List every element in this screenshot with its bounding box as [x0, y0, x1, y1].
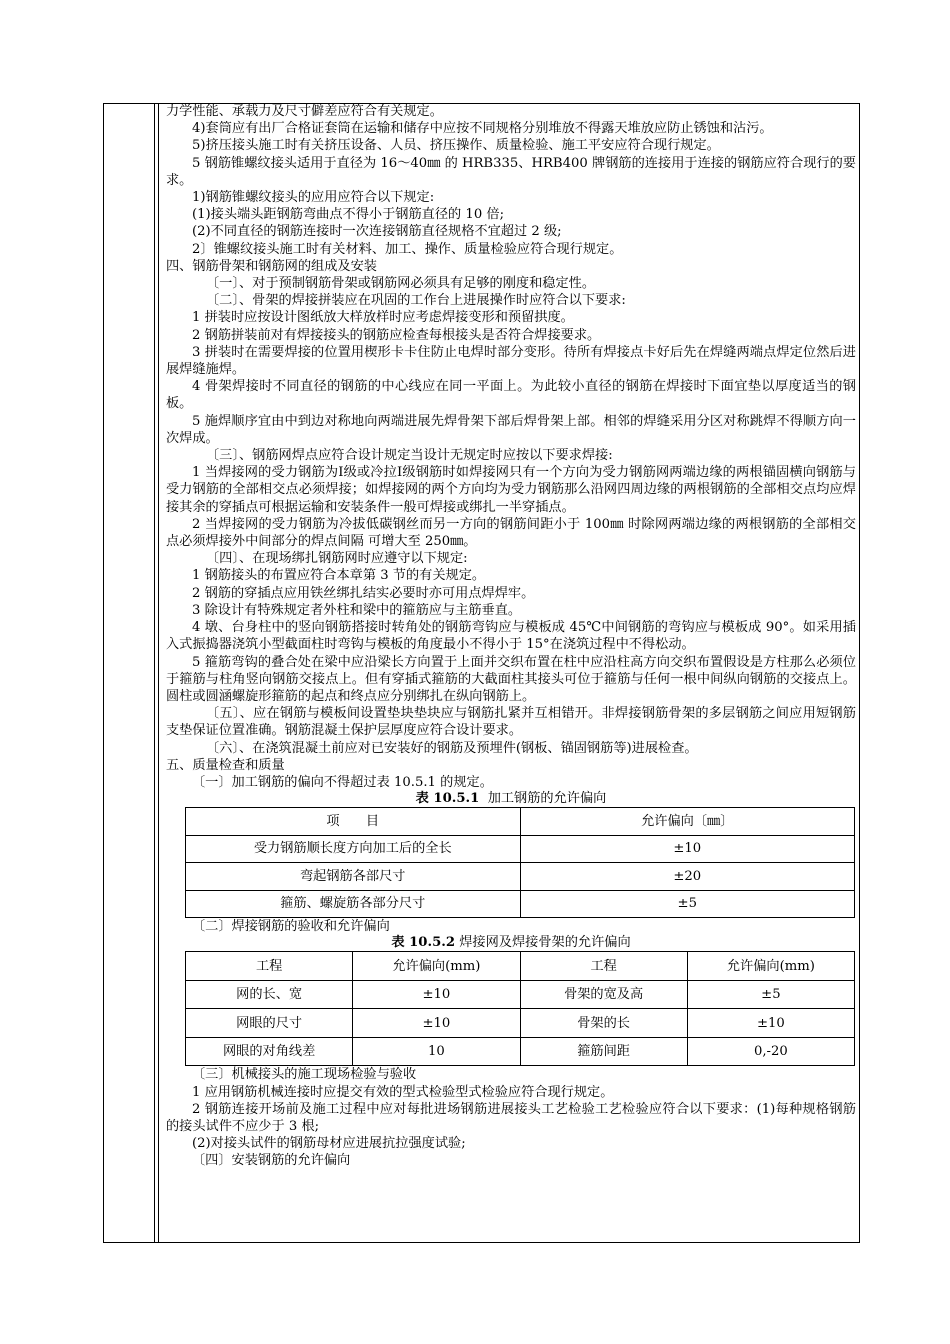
paragraph: 3 拼装时在需要焊接的位置用楔形卡卡住防止电焊时部分变形。待所有焊接点卡好后先在焊缝两端点焊定位然后进展焊缝施焊。 — [166, 344, 856, 378]
table-header-row — [186, 952, 855, 981]
paragraph: 4 墩、台身柱中的竖向钢筋搭接时转角处的钢筋弯钩应与模板成 45℃中间钢筋的弯钩应与模板成 90°。如采用插入式振捣器浇筑小型截面柱时弯钩与模板的角度最小不得小于 15°在浇筑过程中不得松动。 — [166, 620, 856, 653]
paragraph: 5 钢筋锥螺纹接头适用于直径为 16～40㎜ 的 HRB335、HRB400 牌钢筋的连接用于连接的钢筋应符合现行的要求。 — [166, 155, 856, 188]
table-row — [186, 835, 855, 863]
paragraph: 2 钢筋拼装前对有焊接接头的钢筋应检查每根接头是否符合焊接要求。 — [192, 327, 601, 343]
paragraph: (2)对接头试件的钢筋母材应进展抗拉强度试验; — [192, 1136, 466, 1152]
document-body — [166, 103, 856, 1170]
table-row — [186, 1037, 855, 1066]
table-caption-text: 加工钢筋的允许偏向 — [487, 791, 607, 807]
paragraph: 5)挤压接头施工时有关挤压设备、人员、挤压操作、质量检验、施工平安应符合现行规定。 — [192, 138, 720, 154]
table-cell: ±10 — [353, 980, 520, 1009]
paragraph: 力学性能、承载力及尺寸僻差应符合有关规定。 — [166, 104, 443, 119]
paragraph: 5 施焊顺序宜由中到边对称地向两端进展先焊骨架下部后焊骨架上部。相邻的焊缝采用分区对称跳焊不得顺方向一次焊成。 — [166, 413, 856, 446]
table-caption — [166, 791, 856, 807]
paragraph: (1)接头端头距钢筋弯曲点不得小于钢筋直径的 10 倍; — [192, 207, 505, 223]
table-row — [186, 980, 855, 1009]
table-row — [186, 890, 855, 918]
paragraph: 4 骨架焊接时不同直径的钢筋的中心线应在同一平面上。为此较小直径的钢筋在焊接时下面宜垫以厚度适当的钢板。 — [166, 379, 856, 412]
paragraph: 1)钢筋锥螺纹接头的应用应符合以下规定: — [192, 190, 435, 206]
paragraph: 1 应用钢筋机械连接时应提交有效的型式检验型式检验应符合现行规定。 — [192, 1084, 614, 1100]
table-caption-text: 焊接网及焊接骨架的允许偏向 — [459, 935, 631, 951]
table-row — [186, 863, 855, 891]
paragraph: 〔一〕、对于预制钢筋骨架或钢筋网必须具有足够的刚度和稳定性。 — [206, 276, 596, 292]
paragraph: (2)不同直径的钢筋连接时一次连接钢筋直径规格不宜超过 2 级; — [192, 224, 562, 240]
paragraph: 〔一〕加工钢筋的偏向不得超过表 10.5.1 的规定。 — [192, 774, 493, 790]
table-cell: ±10 — [520, 835, 855, 863]
paragraph: 1 拼装时应按设计图纸放大样放样时应考虑焊接变形和预留拱度。 — [192, 310, 574, 326]
paragraph: 〔三〕、钢筋网焊点应符合设计规定当设计无规定时应按以下要求焊接: — [206, 448, 613, 464]
table-cell: ±10 — [353, 1009, 520, 1038]
column-divider — [154, 103, 155, 1243]
table-cell: ±10 — [687, 1009, 854, 1038]
table-header-row — [186, 808, 855, 836]
paragraph: 5 箍筋弯钩的叠合处在梁中应沿梁长方向置于上面并交织布置在柱中应沿柱高方向交织布置假设是方柱那么必须位于箍筋与柱角竖向钢筋交接点上。但有穿插式箍筋的大截面柱其接头可位于箍筋与任何一根中间纵向钢筋的交接点上。圆柱或圆涵螺旋形箍筋的起点和终点应分别绑扎在纵向钢筋上。 — [166, 654, 856, 704]
paragraph: 4)套筒应有出厂合格证套筒在运输和储存中应按不同规格分别堆放不得露天堆放应防止锈蚀和沾污。 — [192, 121, 773, 137]
paragraph: 〔四〕、在现场绑扎钢筋网时应遵守以下规定: — [206, 551, 468, 567]
paragraph: 1 钢筋接头的布置应符合本章第 3 节的有关规定。 — [192, 568, 486, 584]
table-caption-number: 表 10.5.1 — [415, 791, 480, 807]
table-cell: 网眼的对角线差 — [186, 1037, 353, 1066]
table-header-cell: 允许偏向〔㎜〕 — [520, 808, 855, 836]
table-cell: 10 — [353, 1037, 520, 1066]
table-cell: 网眼的尺寸 — [186, 1009, 353, 1038]
table-header-cell: 项 目 — [186, 808, 521, 836]
table-cell: 骨架的长 — [520, 1009, 687, 1038]
table-cell: 弯起钢筋各部尺寸 — [186, 863, 521, 891]
paragraph: 〔五〕、应在钢筋与模板间设置垫块垫块应与钢筋扎紧并互相错开。非焊接钢筋骨架的多层钢筋之间应用短钢筋支垫保证位置准确。钢筋混凝土保护层厚度应符合设计要求。 — [166, 706, 856, 739]
table-cell: 网的长、宽 — [186, 980, 353, 1009]
table-caption — [166, 935, 856, 951]
section-heading: 四、钢筋骨架和钢筋网的组成及安装 — [166, 258, 377, 274]
table-header-cell: 允许偏向(mm) — [353, 952, 520, 981]
paragraph: 〔三〕机械接头的施工现场检验与验收 — [192, 1067, 417, 1083]
table-cell: 箍筋间距 — [520, 1037, 687, 1066]
section-heading: 五、质量检查和质量 — [166, 757, 285, 773]
paragraph: 〔六〕、在浇筑混凝土前应对已安装好的钢筋及预埋件(钢板、锚固钢筋等)进展检查。 — [206, 740, 698, 756]
table-row — [186, 1009, 855, 1038]
table-welded-deviation — [185, 951, 855, 1066]
paragraph: 〔四〕安装钢筋的允许偏向 — [192, 1153, 351, 1169]
paragraph: 3 除设计有特殊规定者外柱和梁中的箍筋应与主筋垂直。 — [192, 602, 522, 618]
table-header-cell: 工程 — [186, 952, 353, 981]
table-header-cell: 允许偏向(mm) — [687, 952, 854, 981]
paragraph: 2 钢筋连接开场前及施工过程中应对每批进场钢筋进展接头工艺检验工艺检验应符合以下要求：(1)每种规格钢筋的接头试件不应少于 3 根; — [166, 1101, 856, 1134]
table-header-cell: 工程 — [520, 952, 687, 981]
paragraph: 2〕锥螺纹接头施工时有关材料、加工、操作、质量检验应符合现行规定。 — [192, 241, 623, 257]
table-cell: ±5 — [687, 980, 854, 1009]
table-cell: 骨架的宽及高 — [520, 980, 687, 1009]
table-cell: ±20 — [520, 863, 855, 891]
table-cell: 箍筋、螺旋筋各部分尺寸 — [186, 890, 521, 918]
table-caption-number: 表 10.5.2 — [391, 935, 456, 951]
table-processing-deviation — [185, 807, 855, 918]
paragraph: 2 钢筋的穿插点应用铁丝绑扎结实必要时亦可用点焊焊牢。 — [192, 585, 535, 601]
table-cell: 受力钢筋顺长度方向加工后的全长 — [186, 835, 521, 863]
paragraph: 〔二〕焊接钢筋的验收和允许偏向 — [192, 919, 390, 935]
paragraph: 1 当焊接网的受力钢筋为Ⅰ级或冷拉Ⅰ级钢筋时如焊接网只有一个方向为受力钢筋网两端边缘的两根锚固横向钢筋与受力钢筋的全部相交点必须焊接；如焊接网的两个方向均为受力钢筋那么沿网四周边缘的两根钢筋的全部相交点均应焊接其余的穿插点可根据运输和安装条件一般可焊接或绑扎一半穿插点。 — [166, 465, 856, 515]
column-divider-inner — [158, 103, 159, 1243]
table-cell: 0,-20 — [687, 1037, 854, 1066]
paragraph: 〔二〕、骨架的焊接拼装应在巩固的工作台上进展操作时应符合以下要求: — [206, 293, 626, 309]
paragraph: 2 当焊接网的受力钢筋为冷拔低碳钢丝而另一方向的钢筋间距小于 100㎜ 时除网两端边缘的两根钢筋的全部相交点必须焊接外中间部分的焊点间隔 可增大至 250㎜。 — [166, 516, 856, 550]
table-cell: ±5 — [520, 890, 855, 918]
